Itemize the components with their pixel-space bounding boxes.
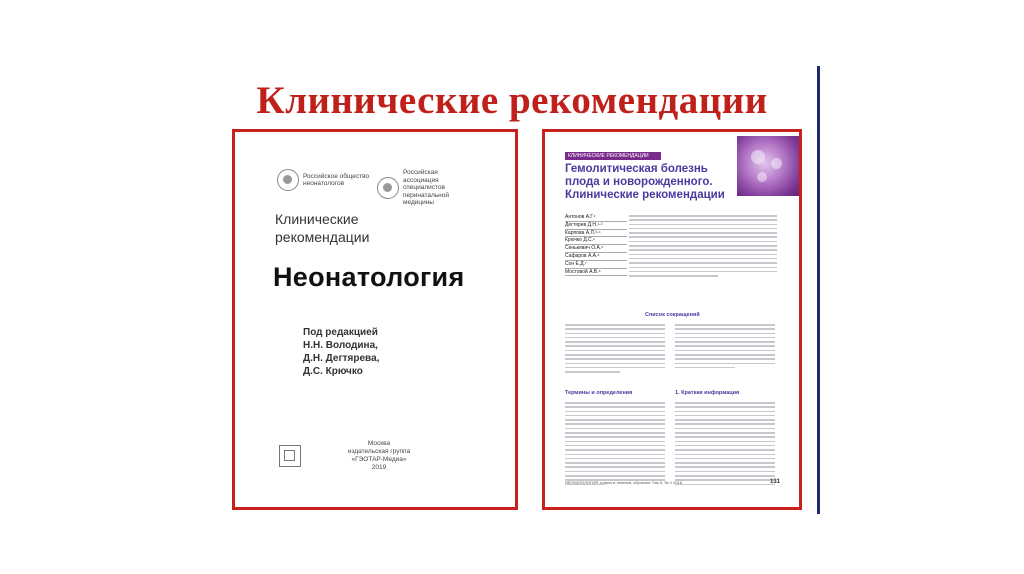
article-page-frame [542,129,802,510]
society-emblem-icon [277,169,299,191]
article-body-right-column [675,402,775,488]
association-logo [377,169,473,207]
cover-editors [303,326,379,378]
publisher-line: 2019 [371,464,387,471]
cover-subtitle: Клинические рекомендации [275,211,370,245]
author-name: Крючко Д.С.¹ [565,237,627,245]
editors-line: Н.Н. Володина, [303,340,378,351]
slide-title: Клинические рекомендации [256,79,768,122]
society-logo [277,169,373,191]
page-number: 131 [769,479,780,485]
society-name: Российское общество неонатологов [303,172,370,187]
article-authors [565,214,627,276]
article-body-left-column [565,402,665,488]
author-name: Антонов А.Г.¹ [565,214,627,222]
publisher-line: издательская группа [347,448,411,455]
publisher-line: «ГЭОТАР-Медиа» [351,456,407,463]
abbreviations-right-column [675,324,775,371]
article-title: Гемолитическая болезнь плода и новорожденного. Клинические рекомендации [565,163,725,201]
cover-publisher [279,435,499,475]
slide-divider-line [817,66,820,514]
association-name: Российская ассоциация специалистов перинатальной медицины [403,169,449,206]
journal-footer-text: НЕОНАТОЛОГИЯ: новости, мнения, обучение Том 6, № 2 2018 [565,480,682,485]
author-name: Сон Е.Д.⁷ [565,261,627,269]
affiliations-text [629,215,777,279]
editors-line: Под редакцией [303,327,378,338]
cover-main-title: Неонатология [273,262,465,292]
author-name: Карпова А.Л.³·⁴ [565,230,627,238]
article-category-tag: КЛИНИЧЕСКИЕ РЕКОМЕНДАЦИИ [565,152,661,160]
abbreviations-heading: Список сокращений [645,312,700,318]
publisher-logo-icon [279,445,301,467]
author-name: Сафаров А.А.⁶ [565,253,627,261]
terms-heading: Термины и определения [565,390,633,396]
author-name: Сенькевич О.А.⁵ [565,245,627,253]
article-footer [565,480,780,488]
brief-info-heading: 1. Краткая информация [675,390,740,396]
association-emblem-icon [377,177,399,199]
publisher-line: Москва [367,440,391,447]
book-cover-frame [232,129,518,510]
author-name: Мостовой А.В.⁸ [565,269,627,277]
author-name: Дегтярев Д.Н.¹·² [565,222,627,230]
editors-line: Д.Н. Дегтярева, [303,353,380,364]
abbreviations-left-column [565,324,665,376]
cover-logos [277,169,497,206]
editors-line: Д.С. Крючко [303,366,363,377]
article-illustration-icon [737,136,799,196]
